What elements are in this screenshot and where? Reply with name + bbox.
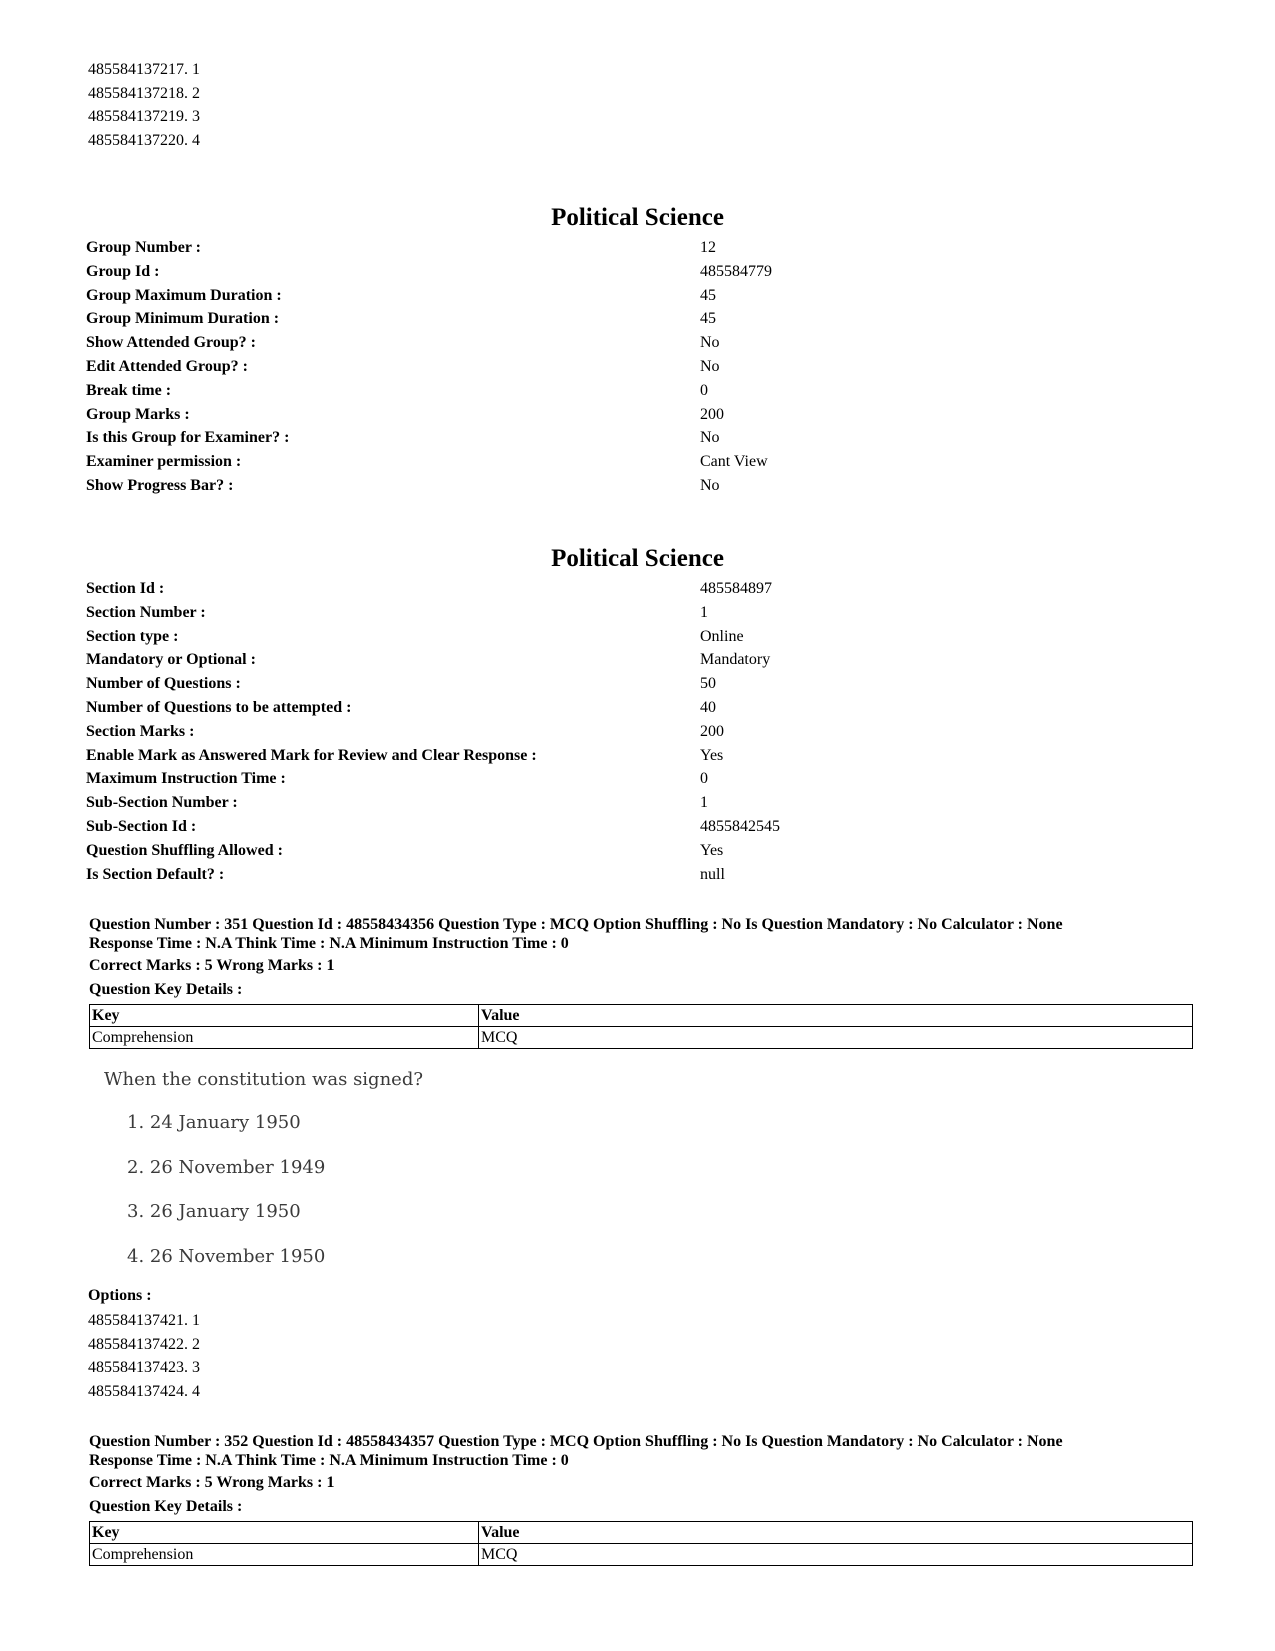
detail-value: No [700, 334, 720, 352]
detail-key: Mandatory or Optional : [86, 651, 256, 669]
detail-row [86, 331, 1186, 355]
choice-3: 3. 26 January 1950 [127, 1201, 301, 1222]
table-header-value: Value [479, 1005, 1193, 1027]
detail-value: 4855842545 [700, 817, 780, 835]
choice-4: 4. 26 November 1950 [127, 1246, 326, 1267]
detail-row [86, 379, 1186, 403]
option-line: 485584137217. 1 [88, 61, 200, 78]
question-marks: Correct Marks : 5 Wrong Marks : 1 [89, 957, 335, 974]
detail-key: Is this Group for Examiner? : [86, 429, 290, 447]
question-header-line2: Response Time : N.A Think Time : N.A Minimum Instruction Time : 0 [89, 935, 569, 952]
detail-key: Examiner permission : [86, 453, 242, 471]
detail-key: Number of Questions : [86, 675, 241, 693]
option-line: 485584137220. 4 [88, 131, 200, 149]
detail-value: 1 [700, 794, 708, 812]
table-header-key: Key [90, 1522, 479, 1544]
table-row [90, 1544, 1193, 1566]
question-key-details-label: Question Key Details : [89, 981, 243, 998]
detail-row [86, 450, 1186, 474]
table-cell-value: MCQ [479, 1027, 1193, 1049]
detail-value: 50 [700, 675, 716, 693]
detail-row [86, 815, 1186, 839]
previous-options-list [88, 58, 200, 152]
detail-key: Section Id : [86, 580, 165, 597]
option-line: 485584137218. 2 [88, 84, 200, 102]
detail-key: Group Minimum Duration : [86, 310, 280, 328]
detail-row [86, 672, 1186, 696]
detail-row [86, 696, 1186, 720]
table-row [90, 1027, 1193, 1049]
detail-key: Group Id : [86, 262, 160, 280]
detail-row [86, 307, 1186, 331]
question-352-header [89, 1432, 1209, 1470]
detail-key: Number of Questions to be attempted : [86, 698, 352, 716]
detail-key: Break time : [86, 381, 172, 399]
detail-value: 1 [700, 603, 708, 621]
detail-row [86, 767, 1186, 791]
options-list [88, 1309, 200, 1403]
detail-value: 45 [700, 310, 716, 328]
detail-value: Mandatory [700, 651, 771, 669]
table-cell-key: Comprehension [90, 1544, 479, 1566]
detail-row [86, 863, 1186, 887]
detail-value: No [700, 476, 720, 494]
detail-value: 45 [700, 286, 716, 304]
table-header-value: Value [479, 1522, 1193, 1544]
detail-row [86, 284, 1186, 308]
detail-key: Section Number : [86, 603, 206, 621]
question-key-table [89, 1004, 1193, 1049]
option-line: 485584137424. 4 [88, 1382, 200, 1400]
detail-key: Maximum Instruction Time : [86, 770, 286, 788]
detail-key: Enable Mark as Answered Mark for Review and Clear Response : [86, 746, 537, 764]
table-header-row [90, 1522, 1193, 1544]
detail-value: 200 [700, 722, 724, 740]
table-cell-value: MCQ [479, 1544, 1193, 1566]
option-line: 485584137219. 3 [88, 108, 200, 125]
detail-key: Question Shuffling Allowed : [86, 841, 283, 859]
detail-key: Sub-Section Number : [86, 794, 238, 812]
detail-value: 485584779 [700, 262, 772, 280]
detail-key: Group Number : [86, 239, 201, 256]
detail-key: Group Marks : [86, 405, 190, 423]
detail-row [86, 625, 1186, 649]
detail-value: 200 [700, 405, 724, 423]
section-title: Political Science [551, 545, 724, 572]
detail-row [86, 744, 1186, 768]
detail-value: 40 [700, 698, 716, 716]
question-351-header [89, 915, 1209, 953]
choice-1: 1. 24 January 1950 [127, 1112, 301, 1133]
detail-key: Is Section Default? : [86, 865, 225, 883]
detail-row [86, 403, 1186, 427]
detail-key: Group Maximum Duration : [86, 286, 282, 304]
detail-value: No [700, 429, 720, 447]
detail-value: Cant View [700, 453, 768, 471]
detail-row [86, 577, 1186, 601]
question-header-line2: Response Time : N.A Think Time : N.A Minimum Instruction Time : 0 [89, 1452, 569, 1469]
table-cell-key: Comprehension [90, 1027, 479, 1049]
detail-row [86, 260, 1186, 284]
question-marks: Correct Marks : 5 Wrong Marks : 1 [89, 1474, 335, 1491]
table-header-key: Key [90, 1005, 479, 1027]
option-line: 485584137422. 2 [88, 1335, 200, 1353]
options-label: Options : [88, 1287, 152, 1304]
option-line: 485584137421. 1 [88, 1312, 200, 1329]
group-details [86, 236, 1186, 498]
detail-key: Edit Attended Group? : [86, 357, 248, 375]
section-details [86, 577, 1186, 886]
detail-value: Yes [700, 841, 724, 859]
question-header-line1: Question Number : 352 Question Id : 48558434357 Question Type : MCQ Option Shuffling : No Is Question Mandatory : No Calculator : None [89, 1433, 1063, 1450]
detail-key: Show Attended Group? : [86, 334, 256, 352]
detail-row [86, 601, 1186, 625]
detail-row [86, 355, 1186, 379]
detail-key: Sub-Section Id : [86, 817, 197, 835]
detail-row [86, 474, 1186, 498]
detail-key: Show Progress Bar? : [86, 476, 234, 494]
question-header-line1: Question Number : 351 Question Id : 48558434356 Question Type : MCQ Option Shuffling : No Is Question Mandatory : No Calculator : None [89, 916, 1063, 933]
detail-key: Section Marks : [86, 722, 195, 740]
question-key-table [89, 1521, 1193, 1566]
question-key-details-label: Question Key Details : [89, 1498, 243, 1515]
detail-value: 12 [700, 239, 716, 256]
detail-value: 485584897 [700, 580, 772, 597]
table-header-row [90, 1005, 1193, 1027]
detail-row [86, 426, 1186, 450]
detail-row [86, 236, 1186, 260]
detail-key: Section type : [86, 627, 179, 645]
detail-value: null [700, 865, 725, 883]
detail-value: Yes [700, 746, 724, 764]
question-text: When the constitution was signed? [104, 1069, 423, 1090]
detail-row [86, 720, 1186, 744]
detail-value: 0 [700, 381, 708, 399]
detail-value: 0 [700, 770, 708, 788]
detail-row [86, 839, 1186, 863]
choice-2: 2. 26 November 1949 [127, 1157, 326, 1178]
detail-row [86, 791, 1186, 815]
detail-value: No [700, 357, 720, 375]
option-line: 485584137423. 3 [88, 1359, 200, 1376]
detail-value: Online [700, 627, 744, 645]
group-title: Political Science [551, 204, 724, 231]
detail-row [86, 648, 1186, 672]
